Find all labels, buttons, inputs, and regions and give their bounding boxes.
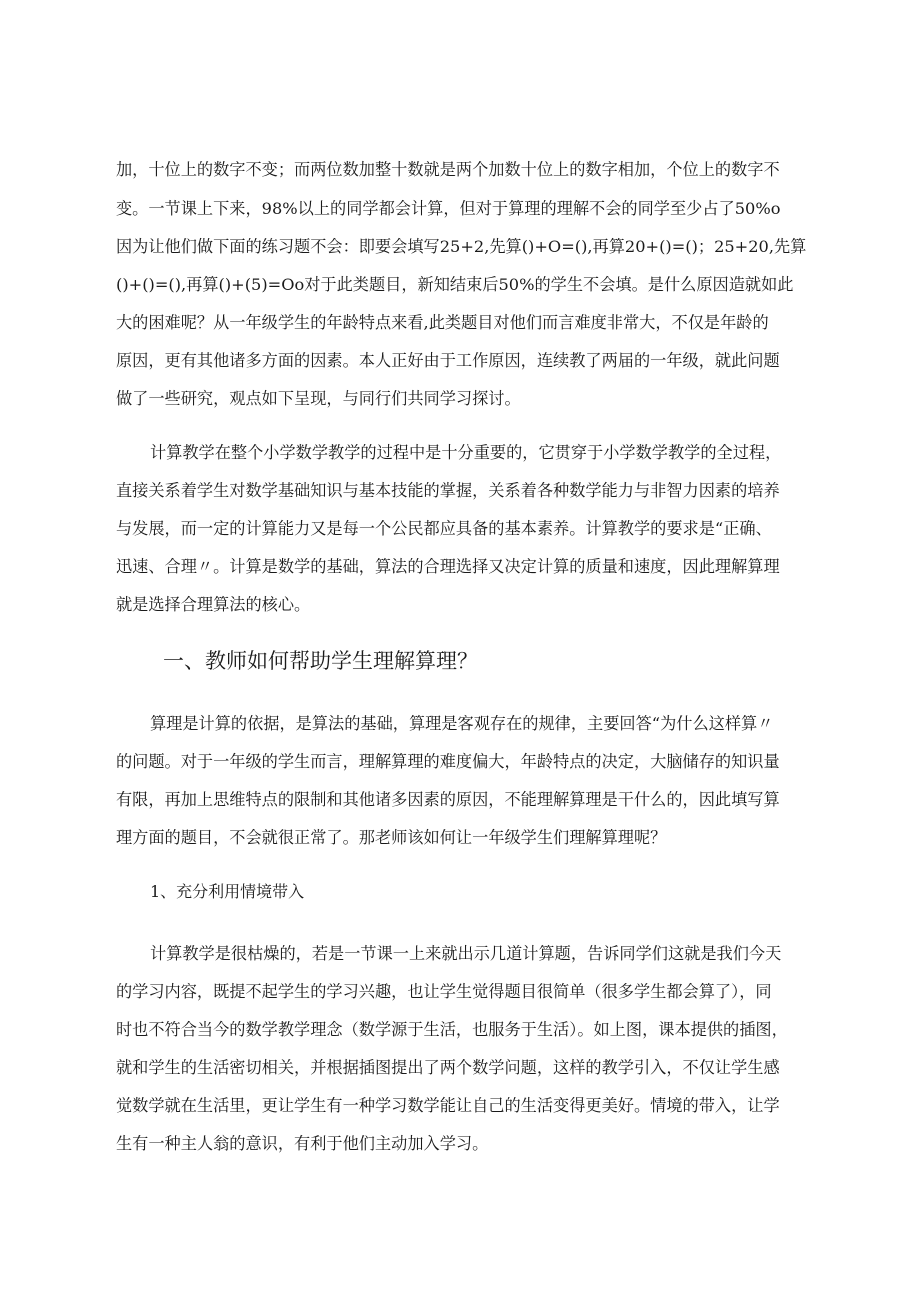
paragraph-line: 的问题。对于一年级的学生而言，理解算理的难度偏大，年龄特点的决定，大脑储存的知识量 — [116, 752, 780, 771]
paragraph-line: 与发展，而一定的计算能力又是每一个公民都应具备的基本素养。计算教学的要求是“正确、 — [116, 519, 772, 538]
paragraph-line: 觉数学就在生活里，更让学生有一种学习数学能让自己的生活变得更美好。情境的带入，让学 — [116, 1096, 780, 1115]
paragraph-line: 的学习内容，既提不起学生的学习兴趣，也让学生觉得题目很简单（很多学生都会算了），同 — [116, 982, 772, 1001]
paragraph-line: 大的困难呢？从一年级学生的年龄特点来看,此类题目对他们而言难度非常大，不仅是年龄的 — [116, 313, 769, 332]
paragraph-line: 变。一节课上下来，98%以上的同学都会计算，但对于算理的理解不会的同学至少占了50%o — [116, 199, 781, 218]
paragraph-line: 生有一种主人翁的意识，有利于他们主动加入学习。 — [116, 1134, 489, 1153]
paragraph-line: ()+()=(),再算()+(5)=Oo对于此类题目，新知结束后50%的学生不会填。是什么原因造就如此 — [116, 275, 794, 294]
subsection-heading: 1、充分利用情境带入 — [150, 882, 305, 901]
paragraph-line: 加，十位上的数字不变；而两位数加整十数就是两个加数十位上的数字相加，个位上的数字不 — [116, 160, 780, 179]
paragraph-line: 理方面的题目，不会就很正常了。那老师该如何让一年级学生们理解算理呢？ — [116, 828, 667, 847]
paragraph-line: 就是选择合理算法的核心。 — [116, 595, 311, 614]
paragraph-line: 做了一些研究，观点如下呈现，与同行们共同学习探讨。 — [116, 389, 521, 408]
paragraph-line: 就和学生的生活密切相关，并根据插图提出了两个数学问题，这样的教学引入，不仅让学生感 — [116, 1058, 780, 1077]
paragraph-line: 有限，再加上思维特点的限制和其他诸多因素的原因，不能理解算理是干什么的，因此填写算 — [116, 790, 780, 809]
paragraph-line: 计算教学是很枯燥的，若是一节课一上来就出示几道计算题，告诉同学们这就是我们今天 — [150, 944, 782, 963]
paragraph-line: 原因，更有其他诸多方面的因素。本人正好由于工作原因，连续教了两届的一年级，就此问题 — [116, 351, 780, 370]
paragraph-line: 算理是计算的依据，是算法的基础，算理是客观存在的规律，主要回答“为什么这样算〃 — [150, 714, 774, 733]
paragraph-line: 计算教学在整个小学数学教学的过程中是十分重要的，它贯穿于小学数学教学的全过程， — [150, 443, 782, 462]
section-heading: 一、教师如何帮助学生理解算理？ — [163, 649, 478, 673]
paragraph-line: 直接关系着学生对数学基础知识与基本技能的掌握，关系着各种数学能力与非智力因素的培养 — [116, 481, 780, 500]
paragraph-line: 时也不符合当今的数学教学理念（数学源于生活，也服务于生活）。如上图，课本提供的插图， — [116, 1020, 788, 1039]
paragraph-line: 因为让他们做下面的练习题不会：即要会填写25+2,先算()+O=(),再算20+()=()；25+20,先算 — [116, 237, 807, 256]
paragraph-line: 迅速、合理〃。计算是数学的基础，算法的合理选择又决定计算的质量和速度，因此理解算理 — [116, 557, 780, 576]
